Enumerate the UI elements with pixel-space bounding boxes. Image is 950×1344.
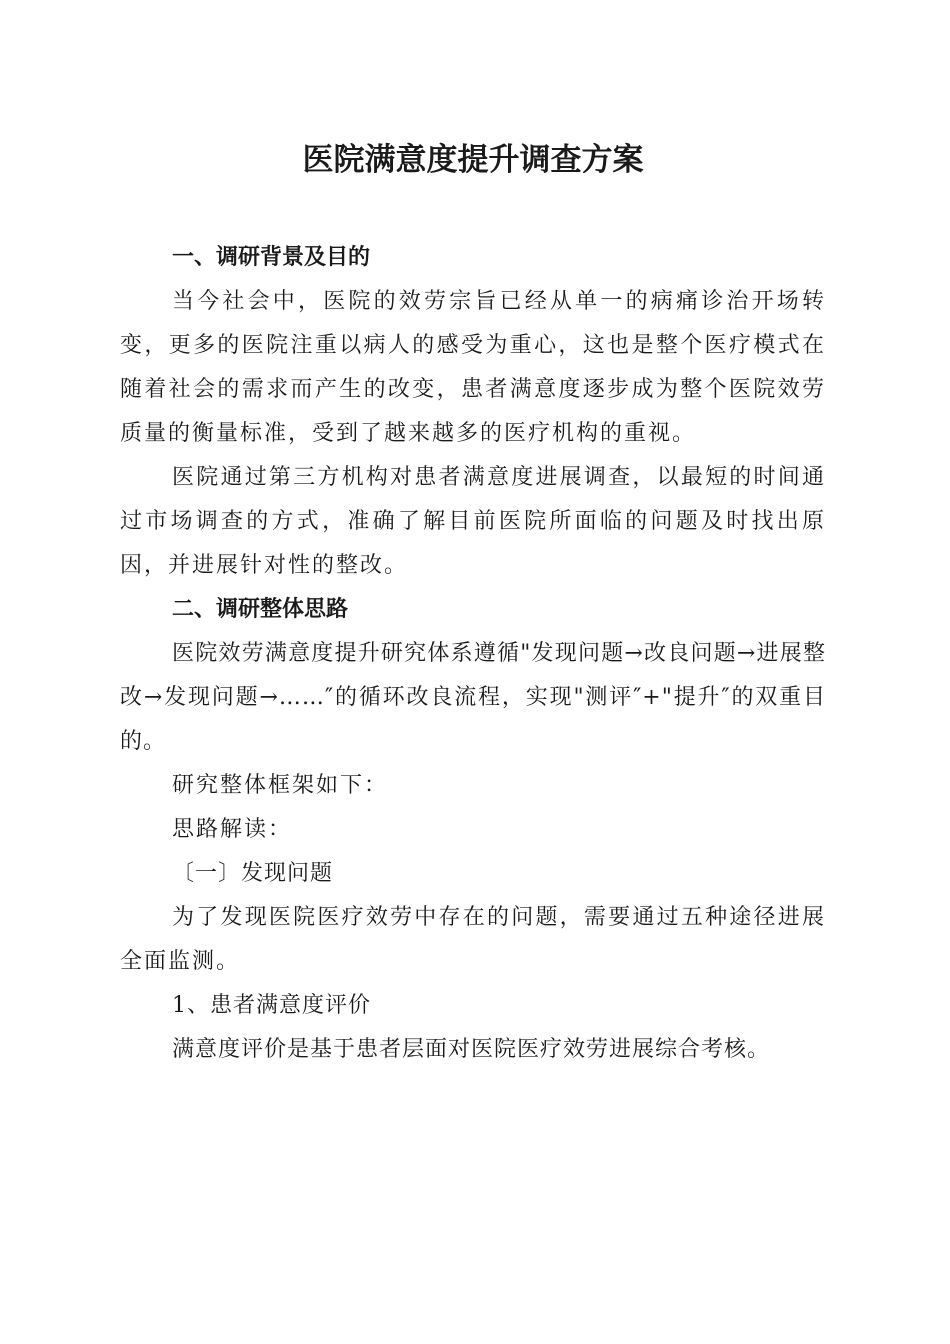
paragraph-background-2: 医院通过第三方机构对患者满意度进展调查，以最短的时间通过市场调查的方式，准确了解目前医院所面临的问题及时找出原因，并进展针对性的整改。 [120, 465, 826, 578]
paragraph-interpretation: 思路解读： [172, 817, 293, 842]
document-body [120, 236, 826, 1072]
subheading-patient-satisfaction: 1、患者满意度评价 [172, 993, 371, 1018]
section-heading-approach: 二、调研整体思路 [172, 597, 349, 622]
paragraph-framework: 研究整体框架如下： [172, 773, 389, 798]
paragraph-satisfaction-evaluation: 满意度评价是基于患者层面对医院医疗效劳进展综合考核。 [172, 1037, 771, 1062]
section-heading-background: 一、调研背景及目的 [172, 245, 371, 270]
document-title: 医院满意度提升调查方案 [302, 142, 644, 178]
subheading-find-problems: 〔一〕发现问题 [172, 861, 334, 886]
paragraph-five-channels: 为了发现医院医疗效劳中存在的问题，需要通过五种途径进展全面监测。 [120, 905, 826, 974]
paragraph-background-1: 当今社会中，医院的效劳宗旨已经从单一的病痛诊治开场转变，更多的医院注重以病人的感受为重心，这也是整个医疗模式在随着社会的需求而产生的改变，患者满意度逐步成为整个医院效劳质量的衡量标准，受到了越来越多的医疗机构的重视。 [120, 289, 826, 446]
paragraph-approach-cycle: 医院效劳满意度提升研究体系遵循"发现问题→改良问题→进展整改→发现问题→……″的循环改良流程，实现"测评″+"提升″的双重目的。 [120, 641, 826, 754]
